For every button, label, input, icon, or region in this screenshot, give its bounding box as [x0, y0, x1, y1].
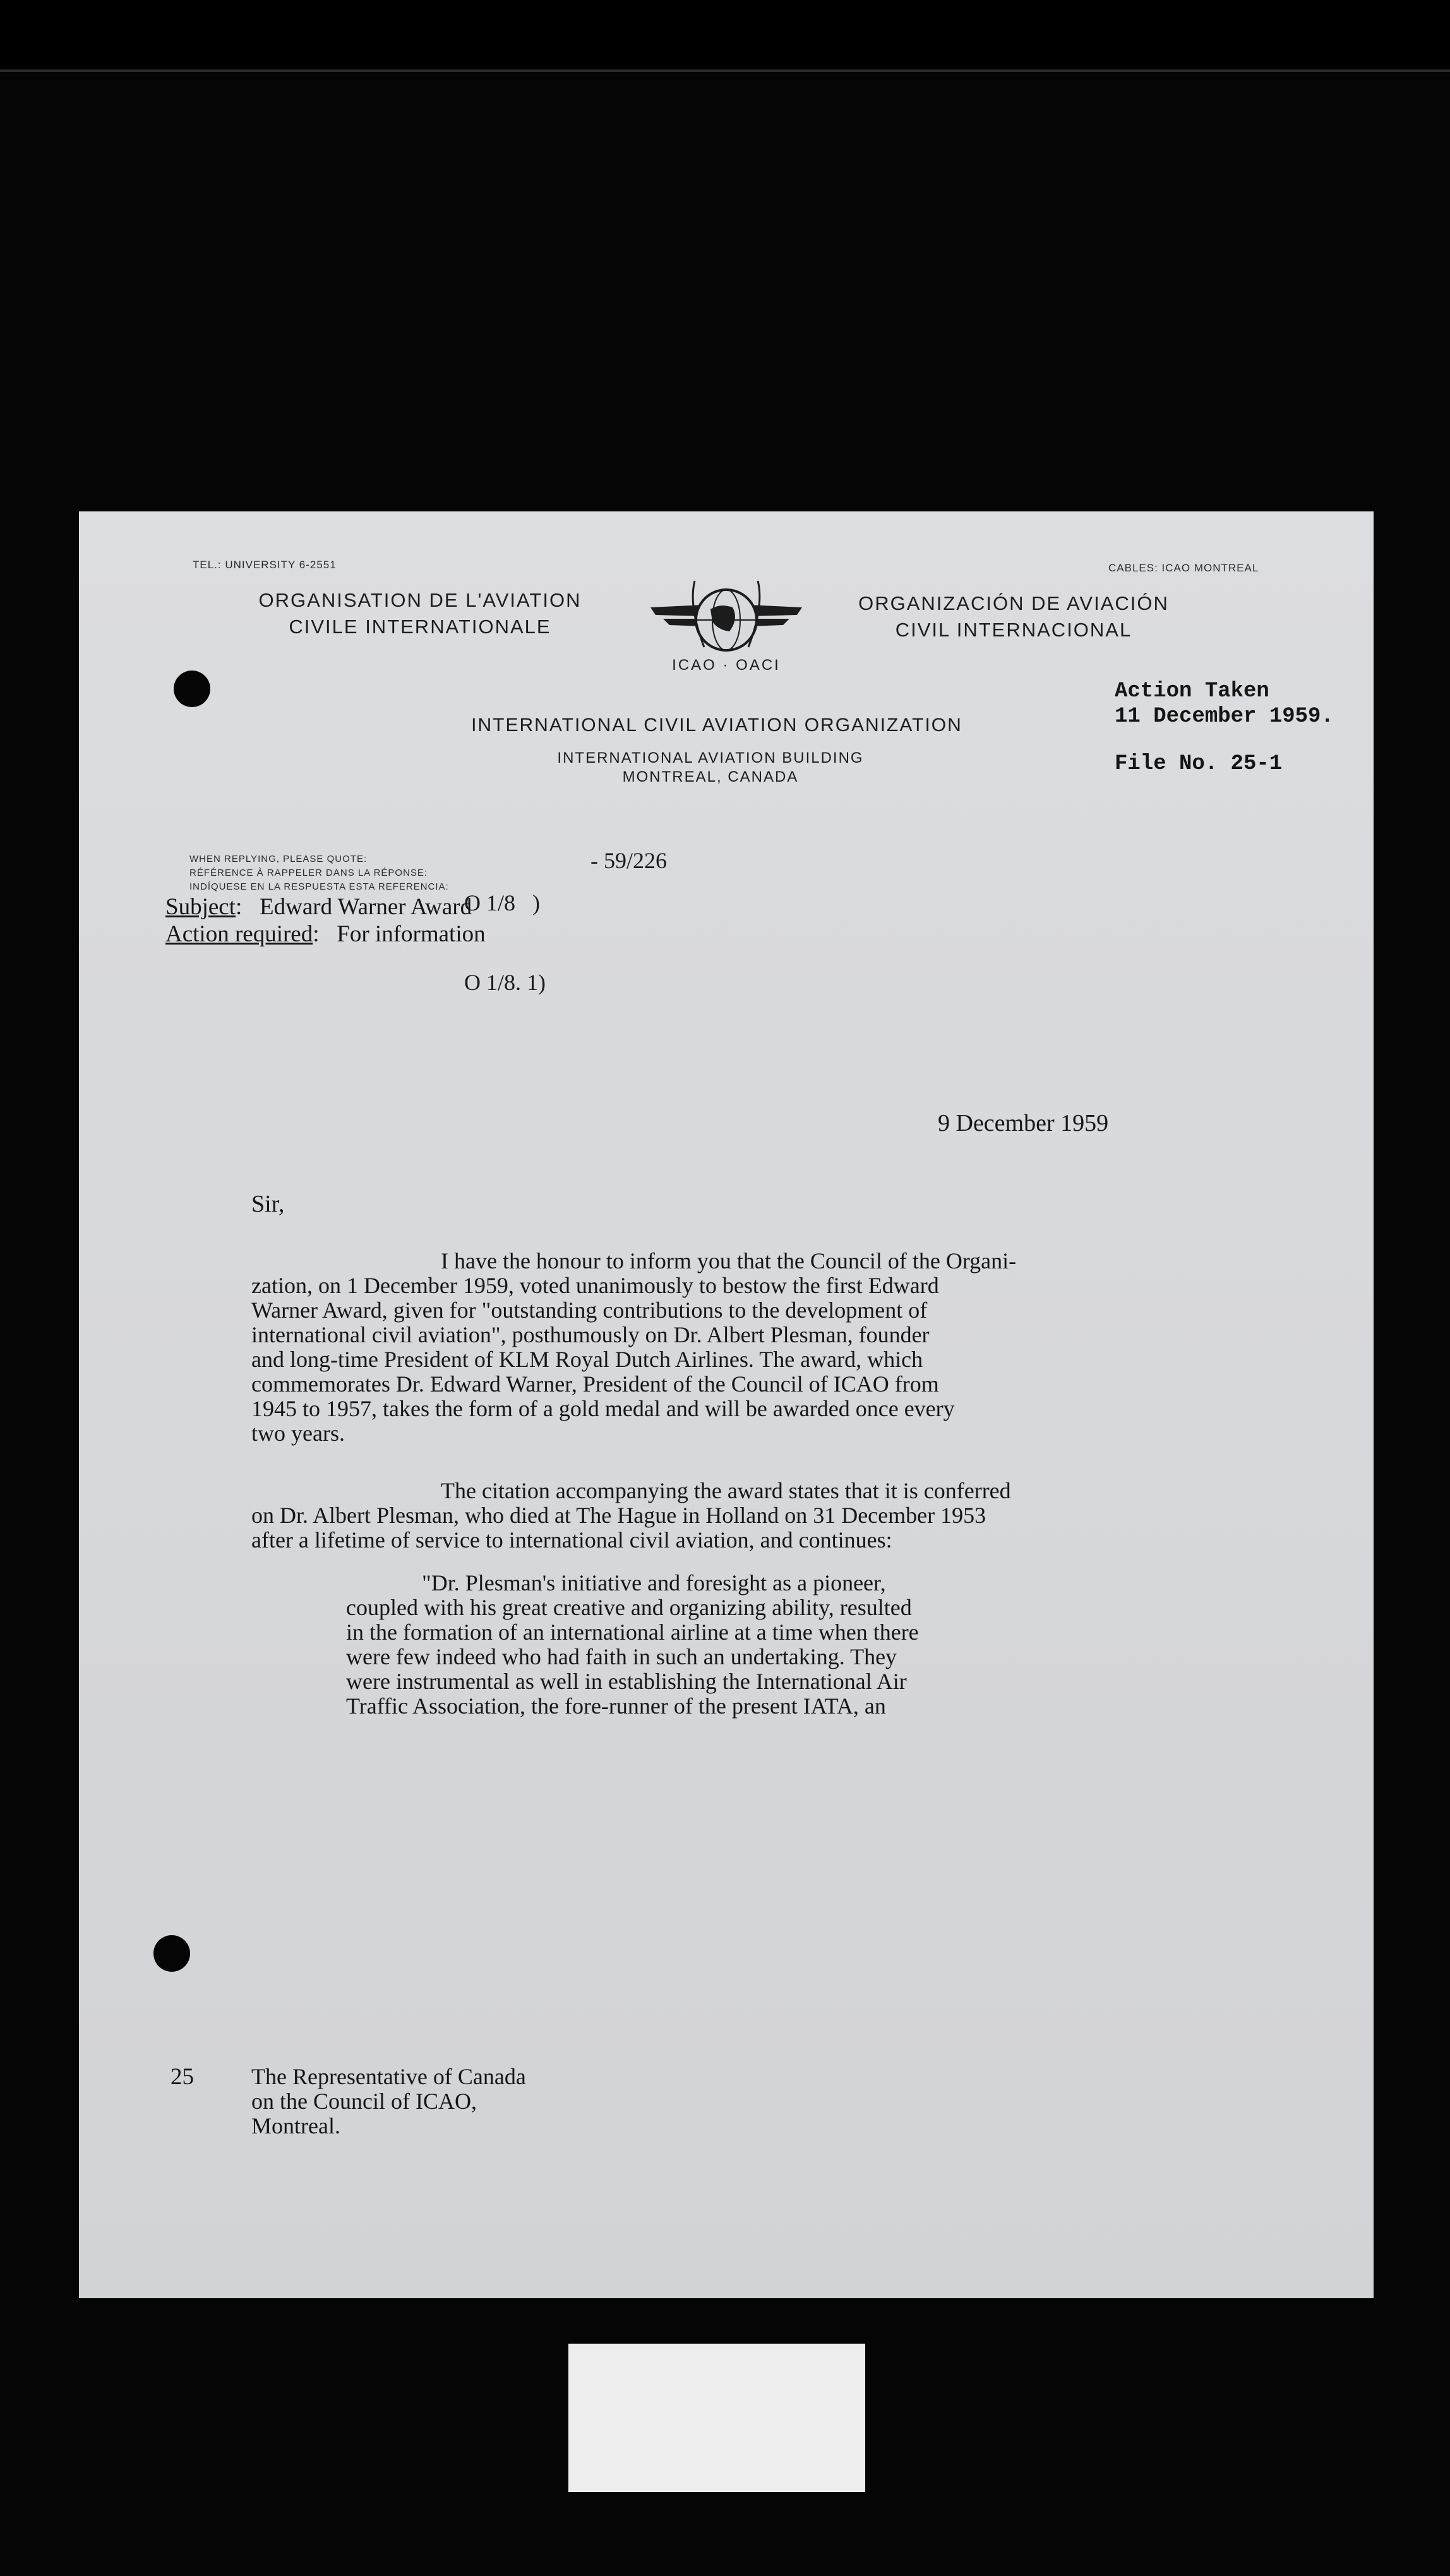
quote-line-6: Traffic Association, the fore-runner of the present IATA, an [346, 1693, 886, 1719]
reference-code-1: O 1/8 ) [464, 890, 540, 915]
quote-line-4: were few indeed who had faith in such an undertaking. They [346, 1644, 897, 1669]
emblem-text: ICAO · OACI [672, 657, 781, 674]
org-address [521, 749, 900, 787]
quote-line-5: were instrumental as well in establishing the International Air [346, 1669, 907, 1694]
reference-label-es: INDÍQUESE EN LA RESPUESTA ESTA REFERENCIA: [189, 881, 449, 892]
org-name-french-line2: CIVILE INTERNATIONALE [289, 616, 551, 638]
addressee-line-3: Montreal. [251, 2113, 340, 2138]
subject-value: Edward Warner Award [260, 894, 472, 920]
p1-line-8: two years. [251, 1421, 345, 1446]
scan-top-border [0, 0, 1450, 69]
quote-line-3: in the formation of an international airline at a time when there [346, 1619, 919, 1645]
icao-emblem [644, 568, 808, 685]
letter-date: 9 December 1959 [938, 1110, 1109, 1136]
p2-line-3: after a lifetime of service to international civil aviation, and continues: [251, 1527, 892, 1553]
org-name-spanish [837, 590, 1190, 643]
reference-label-fr: RÉFÉRENCE À RAPPELER DANS LA RÉPONSE: [189, 868, 428, 878]
addressee-line-1: The Representative of Canada [251, 2064, 526, 2089]
action-taken-line1: Action Taken [1115, 679, 1269, 703]
org-name-french [231, 587, 609, 640]
reference-code-2: O 1/8. 1) [464, 970, 546, 995]
reference-label-en: WHEN REPLYING, PLEASE QUOTE: [189, 854, 368, 864]
salutation: Sir, [251, 1191, 285, 1217]
org-name-french-line1: ORGANISATION DE L'AVIATION [258, 589, 582, 611]
p1-line-4: international civil aviation", posthumously on Dr. Albert Plesman, founder [251, 1322, 930, 1347]
p1-line-2: zation, on 1 December 1959, voted unanimously to bestow the first Edward [251, 1273, 939, 1298]
punch-hole-top [174, 671, 210, 707]
letter-page [79, 511, 1374, 2298]
action-required-line: Action required: For information [165, 921, 486, 947]
action-required-label: Action required [165, 921, 313, 947]
letterhead-telephone: TEL.: UNIVERSITY 6-2551 [193, 559, 337, 571]
blank-paper-slip [568, 2344, 865, 2492]
addressee-line-2: on the Council of ICAO, [251, 2089, 477, 2114]
reference-suffix: - 59/226 [590, 848, 667, 873]
p1-line-3: Warner Award, given for "outstanding contributions to the development of [251, 1297, 928, 1323]
scan-top-line [0, 69, 1450, 72]
letterhead-cables: CABLES: ICAO MONTREAL [1108, 562, 1259, 574]
action-taken-line2: 11 December 1959. [1115, 705, 1334, 729]
org-address-line1: INTERNATIONAL AVIATION BUILDING [557, 749, 864, 766]
org-name-english: INTERNATIONAL CIVIL AVIATION ORGANIZATION [471, 715, 962, 736]
action-required-value: For information [337, 921, 486, 947]
addressee-number: 25 [171, 2064, 194, 2090]
org-name-spanish-line1: ORGANIZACIÓN DE AVIACIÓN [858, 592, 1169, 614]
p2-line-1: The citation accompanying the award states that it is conferred [441, 1478, 1011, 1503]
subject-label: Subject [165, 894, 236, 920]
action-taken-note [1115, 679, 1334, 729]
p1-line-5: and long-time President of KLM Royal Dutch Airlines. The award, which [251, 1347, 923, 1372]
org-name-spanish-line2: CIVIL INTERNACIONAL [895, 619, 1132, 641]
subject-line: Subject: Edward Warner Award [165, 894, 472, 920]
p1-line-1: I have the honour to inform you that the Council of the Organi- [441, 1248, 1017, 1273]
p2-line-2: on Dr. Albert Plesman, who died at The Hague in Holland on 31 December 1953 [251, 1503, 986, 1528]
reference-labels [189, 852, 449, 894]
p1-line-7: 1945 to 1957, takes the form of a gold medal and will be awarded once every [251, 1396, 955, 1421]
punch-hole-bottom [153, 1935, 190, 1972]
quote-line-2: coupled with his great creative and organizing ability, resulted [346, 1595, 912, 1620]
file-number: File No. 25-1 [1115, 752, 1283, 776]
p1-line-6: commemorates Dr. Edward Warner, President of the Council of ICAO from [251, 1371, 939, 1397]
org-address-line2: MONTREAL, CANADA [622, 768, 799, 785]
quote-line-1: "Dr. Plesman's initiative and foresight as a pioneer, [422, 1570, 886, 1595]
